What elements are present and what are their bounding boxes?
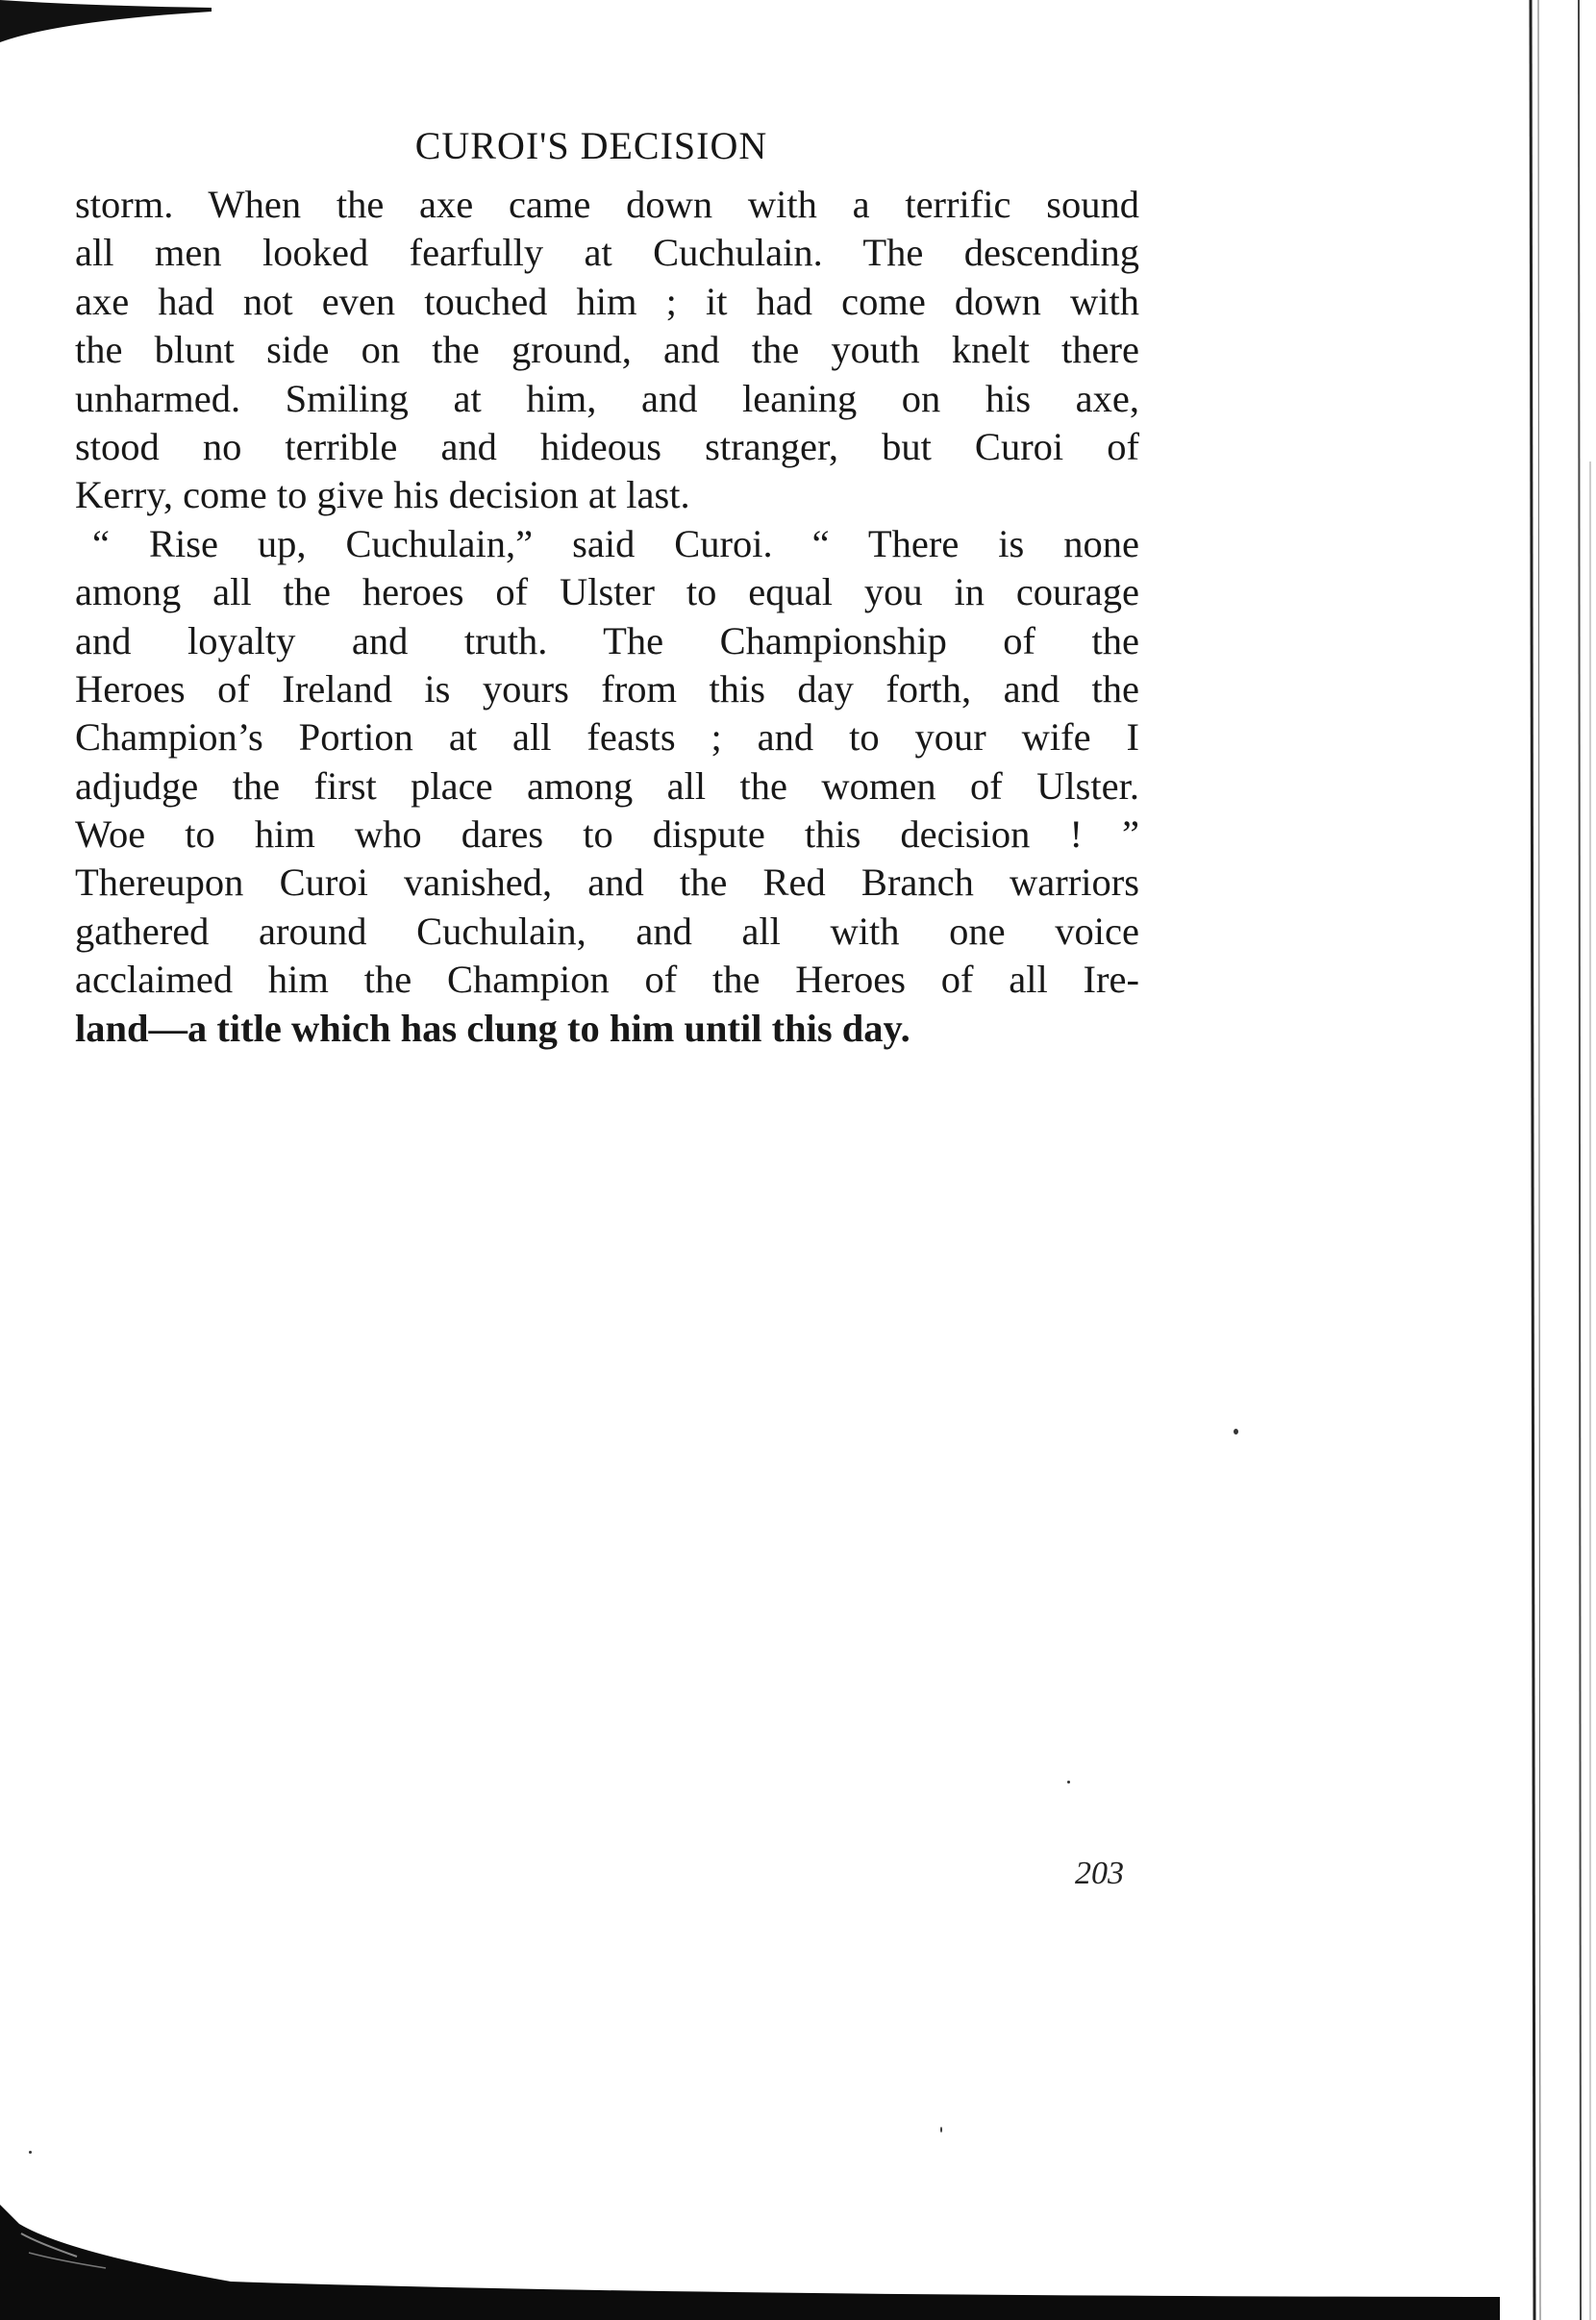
body-text: [75, 181, 1139, 1053]
scan-corner-mark: [0, 0, 212, 46]
text-line: storm. When the axe came down with a terrific sound: [75, 183, 1139, 226]
text-line: Thereupon Curoi vanished, and the Red Branch warriors: [75, 861, 1139, 905]
dust-speck: [29, 2151, 32, 2154]
text-line: all men looked fearfully at Cuchulain. The descending: [75, 231, 1139, 275]
dust-speck: [940, 2127, 942, 2133]
text-line: Kerry, come to give his decision at last.: [75, 473, 690, 517]
text-line: unharmed. Smiling at him, and leaning on his axe,: [75, 376, 1139, 420]
running-head: CUROI'S DECISION: [414, 124, 768, 167]
dust-speck: [1067, 1781, 1070, 1784]
text-line: gathered around Cuchulain, and all with one voice: [75, 909, 1139, 953]
text-line: Heroes of Ireland is yours from this day forth, and the: [75, 666, 1139, 711]
scan-bottom-shadow: [0, 2205, 1500, 2320]
text-line: stood no terrible and hideous stranger, but Curoi of: [75, 424, 1139, 468]
page-edge-lines: [1490, 0, 1596, 2320]
text-line: land—a title which has clung to him until this day.: [75, 1006, 910, 1050]
text-line: Woe to him who dares to dispute this decision ! ”: [75, 812, 1139, 857]
text-line: the blunt side on the ground, and the youth knelt there: [75, 328, 1139, 372]
text-line: Champion’s Portion at all feasts ; and to your wife I: [75, 715, 1139, 760]
text-line: “ Rise up, Cuchulain,” said Curoi. “ There is none: [92, 521, 1139, 565]
text-line: and loyalty and truth. The Championship of the: [75, 618, 1139, 662]
text-line: among all the heroes of Ulster to equal you in courage: [75, 570, 1139, 614]
text-line: acclaimed him the Champion of the Heroes of all Ire-: [75, 958, 1139, 1002]
text-line: adjudge the first place among all the women of Ulster.: [75, 763, 1139, 808]
dust-speck: [1234, 1429, 1238, 1434]
text-line: axe had not even touched him ; it had come down with: [75, 279, 1139, 323]
page-number: 203: [1075, 1856, 1124, 1891]
